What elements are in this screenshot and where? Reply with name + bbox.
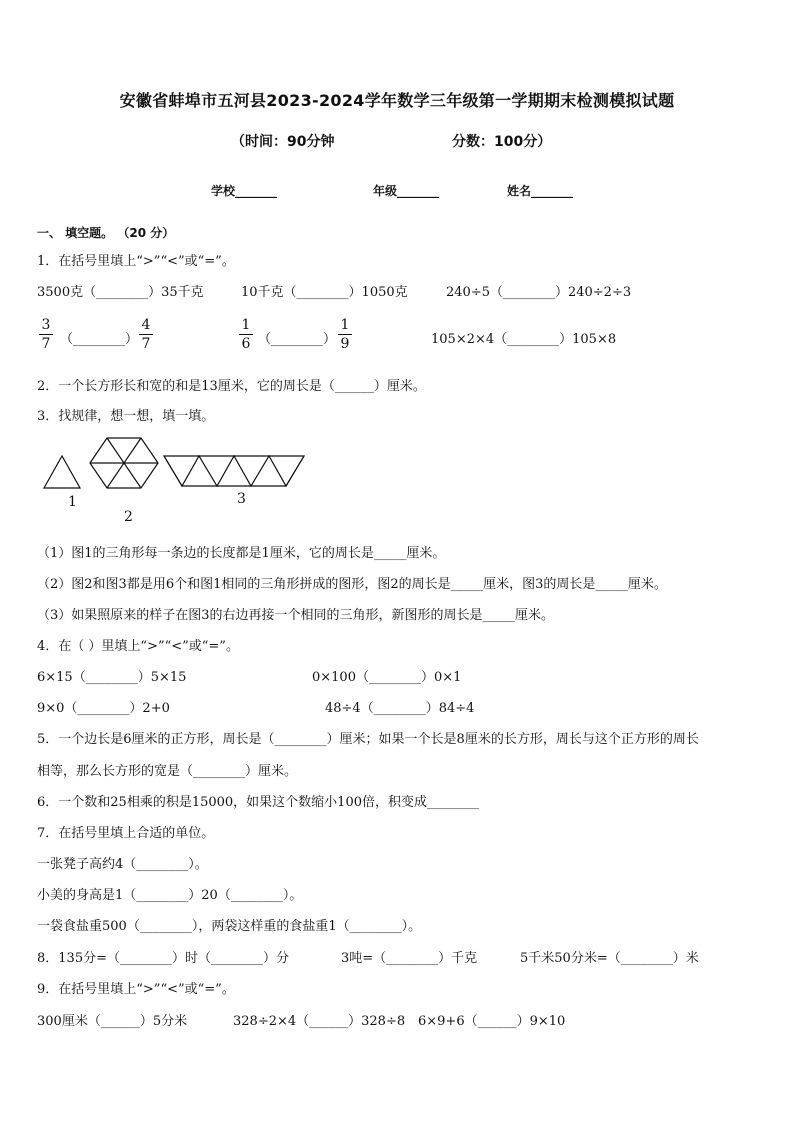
fraction-numerator: 1 <box>340 317 350 333</box>
question-9-prompt: 9．在括号里填上“>”“<”或“=”。 <box>37 982 235 997</box>
fraction-4-7 <box>139 317 153 352</box>
fraction-denominator: 9 <box>340 336 350 352</box>
figure-1-triangle <box>44 456 80 488</box>
question-8-item-a[interactable]: 8．135分=（________）时（________）分 <box>37 951 289 966</box>
figure-3-label: 3 <box>237 491 246 507</box>
question-1-item-b[interactable]: 10千克（________）1050克 <box>241 285 408 300</box>
question-3-sub-3[interactable]: （3）如果照原来的样子在图3的右边再接一个相同的三角形，新图形的周长是_____厘米。 <box>37 608 555 623</box>
question-3-prompt: 3．找规律，想一想，填一填。 <box>37 409 215 424</box>
figure-2-hexagon <box>90 438 158 488</box>
school-field[interactable]: 学校_______ <box>211 184 278 198</box>
fraction-1-6 <box>239 317 253 352</box>
question-9-item-c[interactable]: 6×9+6（______）9×10 <box>418 1014 566 1029</box>
fraction-denominator: 7 <box>41 336 51 352</box>
name-field[interactable]: 姓名_______ <box>507 184 574 198</box>
question-1-prompt: 1．在括号里填上“>”“<”或“=”。 <box>37 254 235 269</box>
grade-field[interactable]: 年级_______ <box>373 184 440 198</box>
fraction-3-7 <box>39 317 53 352</box>
question-1-item-a[interactable]: 3500克（________）35千克 <box>37 285 204 300</box>
question-7-item-b[interactable]: 小美的身高是1（________）20（________）。 <box>37 888 303 903</box>
question-1-blank-d[interactable]: （________） <box>60 332 139 347</box>
question-3-sub-2[interactable]: （2）图2和图3都是用6个和图1相同的三角形拼成的图形，图2的周长是_____厘米，图3的周长是_____厘米。 <box>37 577 667 592</box>
question-1-blank-e[interactable]: （________） <box>258 332 337 347</box>
question-7-prompt: 7．在括号里填上合适的单位。 <box>37 826 215 841</box>
question-9-item-b[interactable]: 328÷2×4（______）328÷8 <box>233 1014 406 1029</box>
question-6[interactable]: 6．一个数和25相乘的积是15000，如果这个数缩小100倍，积变成________ <box>37 795 479 810</box>
question-2[interactable]: 2．一个长方形长和宽的和是13厘米，它的周长是（______）厘米。 <box>37 379 426 394</box>
question-7-item-c[interactable]: 一袋食盐重500（________），两袋这样重的食盐重1（________）。 <box>37 919 422 934</box>
figure-2-label: 2 <box>124 509 133 525</box>
question-7-item-a[interactable]: 一张凳子高约4（________）。 <box>37 857 208 872</box>
question-8-item-b[interactable]: 3吨=（________）千克 <box>341 951 478 966</box>
question-1-item-c[interactable]: 240÷5（________）240÷2÷3 <box>446 285 632 300</box>
exam-time: （时间：90分钟 <box>231 134 335 150</box>
question-4-item-d[interactable]: 48÷4（________）84÷4 <box>325 701 475 716</box>
question-5-line-1[interactable]: 5．一个边长是6厘米的正方形，周长是（________）厘米；如果一个长是8厘米的长方形，周长与这个正方形的周长 <box>37 732 699 747</box>
figure-1-label: 1 <box>68 494 77 510</box>
question-9-item-a[interactable]: 300厘米（______）5分米 <box>37 1014 188 1029</box>
triangle-pattern-figure <box>40 436 320 496</box>
exam-score: 分数：100分） <box>452 134 552 150</box>
fraction-numerator: 1 <box>241 317 251 333</box>
question-4-prompt: 4．在（ ）里填上“>”“<”或“=”。 <box>37 639 239 654</box>
fraction-1-9 <box>338 317 352 352</box>
section-heading: 一、 填空题。 （20 分） <box>37 226 175 240</box>
question-4-item-c[interactable]: 9×0（________）2+0 <box>37 701 170 716</box>
question-4-item-a[interactable]: 6×15（________）5×15 <box>37 670 187 685</box>
page-title: 安徽省蚌埠市五河县2023-2024学年数学三年级第一学期期末检测模拟试题 <box>119 91 675 110</box>
fraction-numerator: 3 <box>41 317 51 333</box>
fraction-denominator: 6 <box>241 336 251 352</box>
question-8-item-c[interactable]: 5千米50分米=（________）米 <box>520 951 699 966</box>
fraction-numerator: 4 <box>141 317 151 333</box>
question-5-line-2[interactable]: 相等，那么长方形的宽是（________）厘米。 <box>37 764 298 779</box>
question-3-sub-1[interactable]: （1）图1的三角形每一条边的长度都是1厘米，它的周长是_____厘米。 <box>37 546 446 561</box>
question-1-item-f[interactable]: 105×2×4（________）105×8 <box>431 332 617 347</box>
figure-3-strip <box>164 456 304 486</box>
fraction-denominator: 7 <box>141 336 151 352</box>
question-4-item-b[interactable]: 0×100（________）0×1 <box>312 670 462 685</box>
